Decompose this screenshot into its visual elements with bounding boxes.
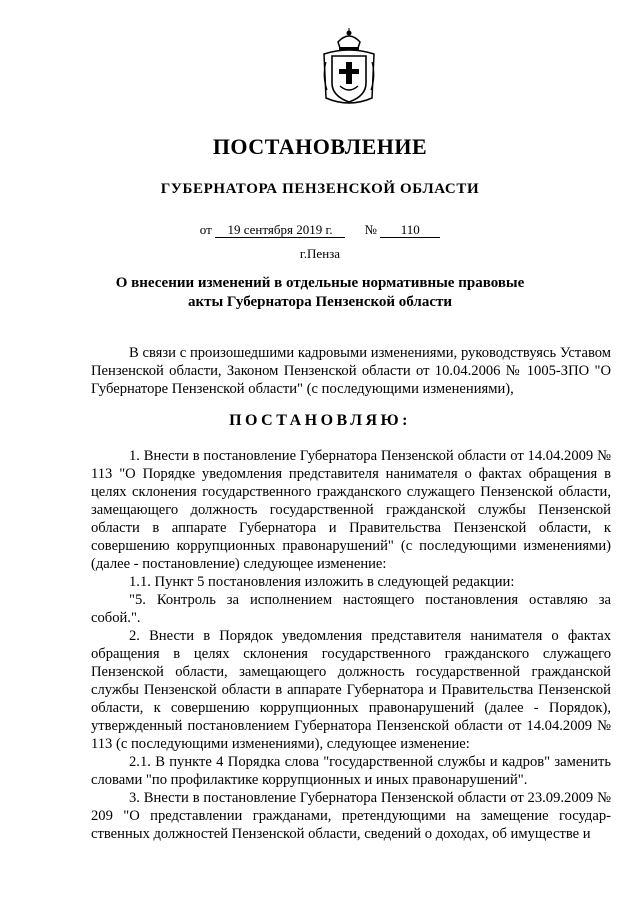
- number-prefix: №: [364, 222, 377, 237]
- issuing-authority: ГУБЕРНАТОРА ПЕНЗЕНСКОЙ ОБЛАСТИ: [160, 181, 480, 197]
- item-1: 1. Внести в постановление Губернатора Пензенской области от 14.04.2009 № 113 "О Порядке уведомления представителя нанимателя о фактах обращения в целях склонения государственного гражданского служащего Пензенской области, замещающего должность государственной гражданской службы Пензенской области в аппарате Губернатора и Правительства Пензенской области, к совершению коррупционных правонарушений" (с последующими изменениями) (далее - постановление) следующее изменение:: [91, 448, 611, 572]
- city-name: г.Пенза: [299, 246, 341, 261]
- subject-line-1: О внесении изменений в отдельные нормативные правовые: [115, 275, 525, 291]
- date-prefix: от: [199, 222, 212, 237]
- document-title: ПОСТАНОВЛЕНИЕ: [212, 134, 428, 159]
- item-2: 2. Внести в Порядок уведомления представителя нанимателя о фактах обращения в целях склонения государственного гражданского служащего Пензенской области, замещающего должность государственной гражданской службы Пензенской области в аппарате Губернатора и Правительства Пензенской области, к совершению коррупционных правонарушений (далее - Порядок), утвержденный постановлением Губернатора Пензенской области от 14.04.2009 № 113 (с последующими изменениями), следующее изменение:: [91, 628, 611, 752]
- resolution-items: [91, 447, 611, 843]
- date-number-line: [0, 222, 640, 238]
- subject-line-2: акты Губернатора Пензенской области: [187, 294, 453, 310]
- item-3: 3. Внести в постановление Губернатора Пензенской области от 23.09.2009 № 209 "О представлении гражданами, претендующими на замещение государ-ственных должностей Пензенской области, сведений о доходах, об имуществе и: [91, 790, 611, 842]
- item-1-1: 1.1. Пункт 5 постановления изложить в следующей редакции:: [129, 574, 515, 590]
- item-1-1-text: "5. Контроль за исполнением настоящего постановления оставляю за собой.".: [91, 592, 611, 626]
- document-date: 19 сентября 2019 г.: [215, 223, 345, 238]
- item-2-1: 2.1. В пункте 4 Порядка слова "государственной службы и кадров" заменить словами "по профилактике коррупционных и иных правонарушений".: [91, 754, 611, 788]
- preamble-paragraph: В связи с произошедшими кадровыми изменениями, руководствуясь Уставом Пензенской области, Законом Пензенской области от 10.04.2006 № 1005-ЗПО "О Губернаторе Пензенской области" (с последующими изменениями),: [91, 345, 611, 397]
- coat-of-arms-icon: [318, 28, 380, 108]
- document-number: 110: [380, 223, 440, 238]
- preamble-block: [91, 344, 611, 398]
- resolve-heading: ПОСТАНОВЛЯЮ:: [229, 412, 411, 429]
- document-subject: [0, 274, 640, 312]
